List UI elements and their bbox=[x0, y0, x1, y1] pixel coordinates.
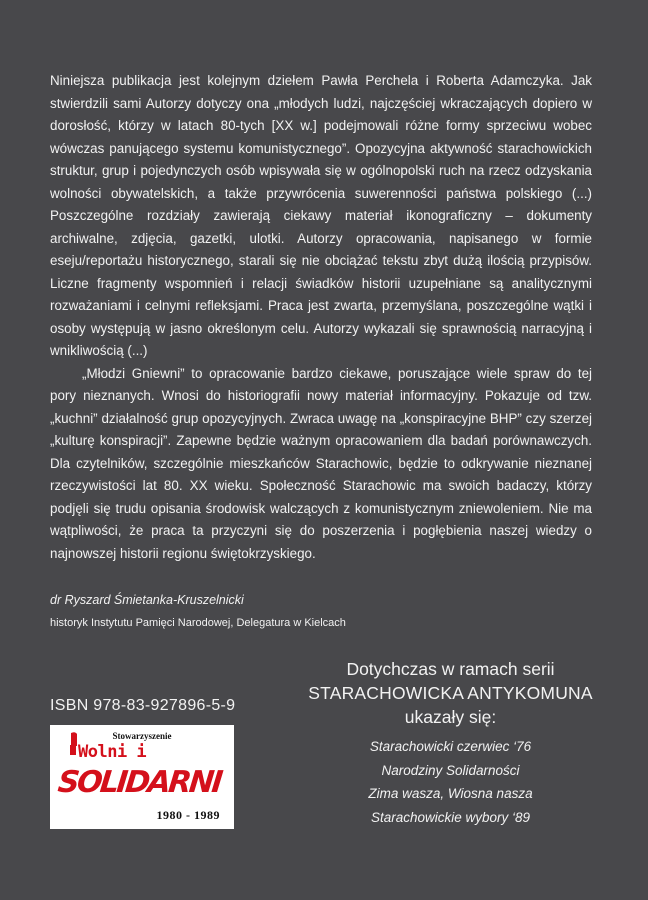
reviewer-affiliation: historyk Instytutu Pamięci Narodowej, Delegatura w Kielcach bbox=[50, 617, 346, 629]
logo-years: 1980 - 1989 bbox=[156, 808, 220, 822]
series-item: Starachowicki czerwiec ‘76 bbox=[369, 739, 532, 754]
series-item: Zima wasza, Wiosna nasza bbox=[368, 786, 533, 801]
series-item: Narodziny Solidarności bbox=[381, 762, 520, 778]
review-text bbox=[50, 70, 592, 565]
association-logo bbox=[50, 725, 234, 829]
logo-top-text: Stowarzyszenie bbox=[112, 731, 172, 741]
review-paragraph-2: „Młodzi Gniewni” to opracowanie bardzo ciekawe, poruszające wiele spraw do tej pory nieznanych. Wnosi do historiografii nowy materiał informacyjny. Pokazuje od tzw. „kuchni” działalność grup opozycyjnych. Zwraca uwagę na „konspiracyjne BHP” czy szerzej „kulturę konspiracji”. Zapewne będzie ważnym opracowaniem dla badań porównawczych. Dla czytelników, szczególnie mieszkańców Starachowic, będzie to odkrywanie nieznanej rzeczywistości lat 80. XX wieku. Społeczność Starachowic ma swoich badaczy, którzy podjęli się trudu opisania środowisk walczących z komunistycznym zniewoleniem. Nie ma wątpliwości, że praca ta przyczyni się do poszerzenia i pogłębienia naszej wiedzy o najnowszej historii regionu świętokrzyskiego. bbox=[50, 365, 592, 561]
series-block bbox=[278, 657, 623, 829]
series-subtitle: ukazały się: bbox=[404, 707, 497, 727]
isbn: ISBN 978-83-927896-5-9 bbox=[50, 697, 236, 714]
series-list bbox=[278, 735, 623, 829]
logo-solidarni-text: SOLIDARNI bbox=[56, 765, 223, 800]
series-title: STARACHOWICKA ANTYKOMUNA bbox=[308, 683, 593, 703]
reviewer-name: dr Ryszard Śmietanka-Kruszelnicki bbox=[50, 593, 244, 607]
series-item: Starachowickie wybory ‘89 bbox=[370, 809, 531, 825]
logo-wolni-text: Wolni i bbox=[78, 742, 147, 762]
review-paragraph-1: Niniejsza publikacja jest kolejnym dziełem Pawła Perchela i Roberta Adamczyka. Jak stwierdzili sami Autorzy dotyczy ona „młodych ludzi, najczęściej wkraczających dopiero w dorosłość, którzy w latach 80-tych [XX w.] podejmowali różne formy sprzeciwu wobec wówczas panującego systemu komunistycznego”. Opozycyjna aktywność starachowickich struktur, grup i pojedynczych osób wpisywała się w ogólnopolski ruch na rzecz odzyskania wolności obywatelskich, a także przywrócenia suwerenności państwa polskiego (...) Poszczególne rozdziały zawierają ciekawy materiał ikonograficzny – dokumenty archiwalne, zdjęcia, gazetki, ulotki. Autorzy opracowania, napisanego w formie eseju/reportażu historycznego, starali się nie obciążać tekstu zbyt dużą ilością przypisów. Liczne fragmenty wspomnień i relacji świadków historii uzupełniane są analitycznymi rozważaniami i celnymi refleksjami. Praca jest zwarta, przemyślana, poszczególne wątki i osoby występują w jasno określonym celu. Autorzy wykazali się sprawnością narracyjną i wnikliwością (...) bbox=[50, 73, 592, 358]
series-intro: Dotychczas w ramach serii bbox=[346, 659, 555, 679]
